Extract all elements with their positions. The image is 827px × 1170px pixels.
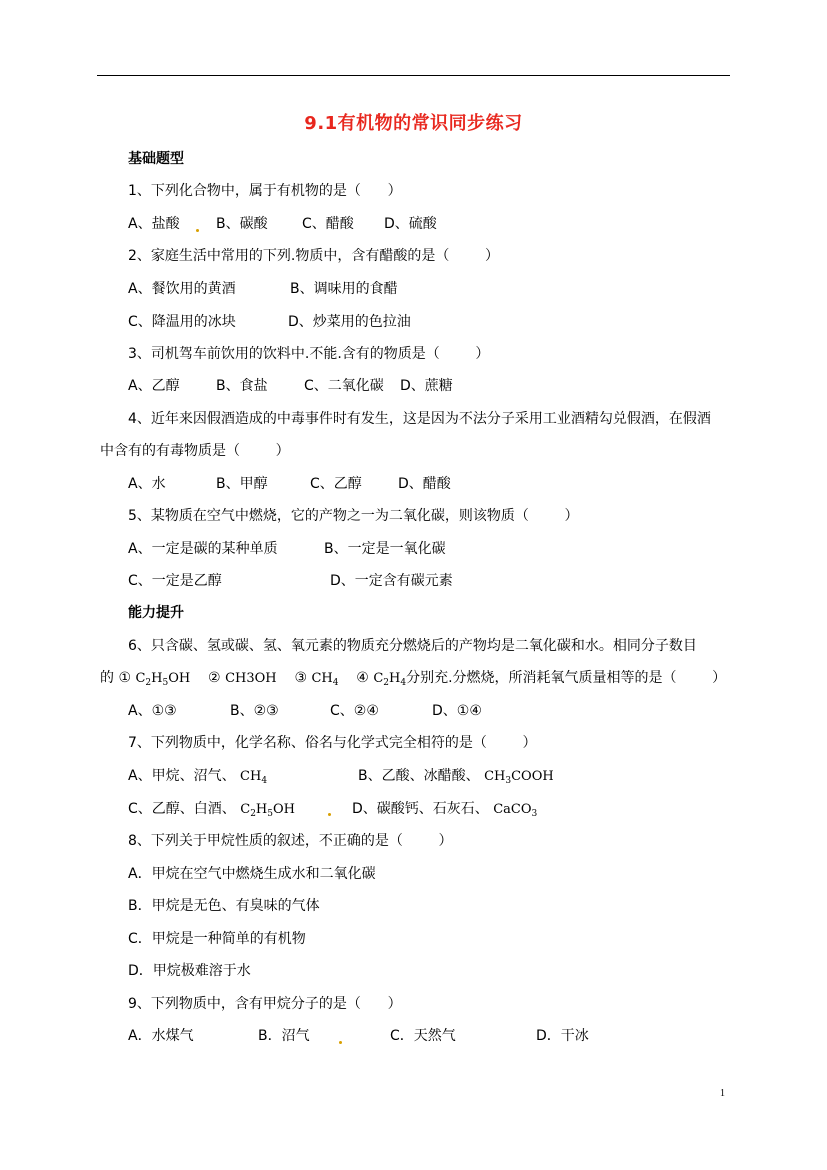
- question-7-stem: 7、下列物质中，化学名称、俗名与化学式完全相符的是（ ）: [128, 735, 537, 751]
- section-heading-advanced: 能力提升: [128, 605, 184, 621]
- question-3-stem: 3、司机驾车前饮用的饮料中.不能.含有的物质是（ ）: [128, 346, 490, 362]
- q9-option-b: B．沼气: [258, 1028, 310, 1044]
- q2-option-a: A、餐饮用的黄酒: [128, 281, 236, 297]
- q1-option-b: B、碳酸: [216, 216, 268, 232]
- q3-option-d: D、蔗糖: [400, 378, 453, 394]
- formula-methane: $CH_4$: [311, 671, 339, 688]
- q9-option-d: D．干冰: [536, 1028, 589, 1044]
- formula-methanol: CH3OH: [225, 671, 277, 686]
- header-rule: [97, 75, 730, 76]
- question-6-stem-line2: 的 ① $C_2H_5OH$ ② CH3OH ③ $CH_4$ ④ $C_2H_4$分别充.分燃烧，所消耗氧气质量相等的是（ ）: [100, 670, 727, 688]
- q3-option-a: A、乙醇: [128, 378, 180, 394]
- stray-mark: [328, 813, 331, 816]
- q3-option-c: C、二氧化碳: [304, 378, 384, 394]
- q5-option-c: C、一定是乙醇: [128, 573, 222, 589]
- question-6-stem-line1: 6、只含碳、氢或碳、氢、氧元素的物质充分燃烧后的产物均是二氧化碳和水。相同分子数目: [128, 638, 697, 654]
- question-2-stem: 2、家庭生活中常用的下列.物质中，含有醋酸的是（ ）: [128, 248, 499, 264]
- q8-option-d: D．甲烷极难溶于水: [128, 963, 251, 979]
- q7-option-b: B、乙酸、冰醋酸、 $CH_3COOH$: [358, 768, 554, 786]
- q6-option-b: B、②③: [230, 703, 279, 719]
- q9-option-c: C．天然气: [390, 1028, 456, 1044]
- q5-option-a: A、一定是碳的某种单质: [128, 541, 278, 557]
- q7-option-d: D、碳酸钙、石灰石、 CaCO$_3$: [352, 801, 538, 819]
- q9-option-a: A．水煤气: [128, 1028, 194, 1044]
- q3-option-b: B、食盐: [216, 378, 268, 394]
- q2-option-c: C、降温用的冰块: [128, 314, 236, 330]
- q8-option-a: A．甲烷在空气中燃烧生成水和二氧化碳: [128, 866, 376, 882]
- page-number: 1: [720, 1088, 725, 1099]
- question-4-stem-line1: 4、近年来因假酒造成的中毒事件时有发生，这是因为不法分子采用工业酒精勾兑假酒，在假酒: [128, 411, 711, 427]
- stray-mark: [339, 1041, 342, 1044]
- q8-option-c: C．甲烷是一种简单的有机物: [128, 931, 306, 947]
- q8-option-b: B．甲烷是无色、有臭味的气体: [128, 898, 320, 914]
- q7-option-a: A、甲烷、沼气、 $CH_4$: [128, 768, 268, 786]
- formula-ethanol: $C_2H_5OH$: [135, 671, 191, 688]
- q6-option-d: D、①④: [432, 703, 482, 719]
- q2-option-b: B、调味用的食醋: [290, 281, 398, 297]
- q1-option-a: A、盐酸: [128, 216, 180, 232]
- stray-mark: [196, 229, 199, 232]
- q7-option-c: C、乙醇、白酒、 $C_2H_5OH$: [128, 801, 295, 819]
- question-4-stem-line2: 中含有的有毒物质是（ ）: [100, 443, 290, 459]
- section-heading-basic: 基础题型: [128, 151, 184, 167]
- page-title: 9.1有机物的常识同步练习: [304, 113, 523, 134]
- q4-option-b: B、甲醇: [216, 476, 268, 492]
- q1-option-d: D、硫酸: [384, 216, 437, 232]
- q5-option-d: D、一定含有碳元素: [330, 573, 453, 589]
- q4-option-a: A、水: [128, 476, 166, 492]
- question-5-stem: 5、某物质在空气中燃烧，它的产物之一为二氧化碳，则该物质（ ）: [128, 508, 579, 524]
- question-8-stem: 8、下列关于甲烷性质的叙述，不正确的是（ ）: [128, 833, 453, 849]
- q6-option-a: A、①③: [128, 703, 177, 719]
- q1-option-c: C、醋酸: [302, 216, 354, 232]
- q6-option-c: C、②④: [330, 703, 379, 719]
- question-9-stem: 9、下列物质中，含有甲烷分子的是（ ）: [128, 996, 402, 1012]
- question-1-stem: 1、下列化合物中，属于有机物的是（ ）: [128, 183, 402, 199]
- q4-option-c: C、乙醇: [310, 476, 362, 492]
- q5-option-b: B、一定是一氧化碳: [324, 541, 446, 557]
- formula-ethylene: $C_2H_4$: [373, 671, 407, 688]
- q4-option-d: D、醋酸: [398, 476, 451, 492]
- q2-option-d: D、炒菜用的色拉油: [288, 314, 411, 330]
